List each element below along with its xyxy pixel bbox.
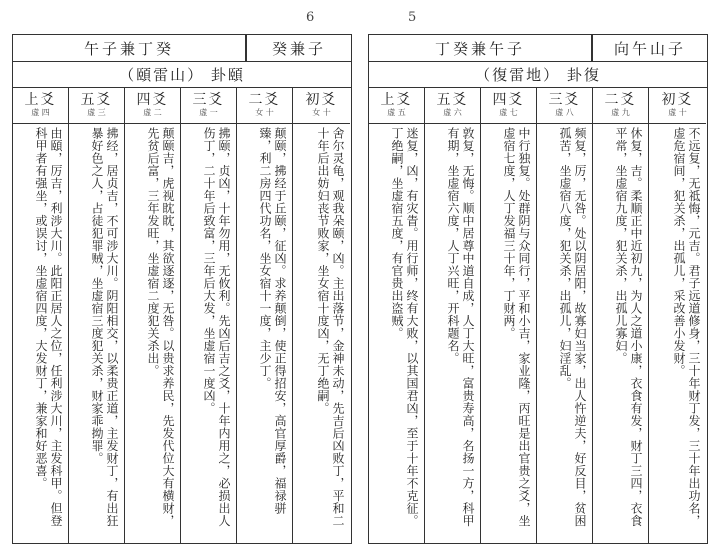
left-line-first (293, 87, 350, 543)
right-lines (369, 87, 707, 543)
left-header-row (13, 35, 351, 62)
left-line-three-head (181, 87, 236, 124)
right-line-three (537, 87, 593, 543)
left-hexagram-title: （頤雷山） 卦頤 (119, 65, 245, 84)
left-line-five-text: 拂经，居贞吉，不可涉大川。阴阳相交，以柔贵正道，主发财丁，有出狂暴好色之人，占徒犯罪贼，坐虚宿三度犯关杀，财家乖拗罪。 (90, 127, 119, 527)
right-header-left: 丁癸兼午子 (434, 39, 525, 58)
left-line-five-head (69, 87, 124, 124)
right-line-top-degree: 虚 五 (387, 108, 406, 117)
left-line-four (125, 87, 181, 543)
left-line-five (69, 87, 125, 543)
left-line-four-text: 颠颐吉，虎视眈眈，其欲逐逐，无咎。以贵求养民，先发代位大有横财，先贫后富，三年发旺，坐虚宿二度犯关杀出。 (146, 127, 175, 527)
left-line-top-text: 由頤，厉吉，利涉大川。此阳正居人之位，任利涉大川，主发科甲。但登科甲者有强坐，或误讨，坐虚宿四度，大发财丁，兼家和好恶喜。 (34, 127, 63, 527)
left-line-four-label: 四爻 (136, 92, 169, 108)
right-line-two-text: 休复，吉。柔顺正中近初九，为人之道小康，衣食有发，财丁三四，衣食平常，坐虚宿九度，犯关杀，出孤儿寡妇。 (614, 127, 643, 527)
right-line-five-head (425, 87, 480, 124)
left-line-first-head (293, 87, 350, 124)
left-line-top-degree: 虚 四 (31, 108, 50, 117)
right-hexagram-title: （復雷地） 卦復 (475, 65, 601, 84)
right-line-top-label: 上爻 (380, 92, 413, 108)
left-line-four-degree: 虚 二 (143, 108, 162, 117)
left-line-three-text: 拂颐，贞凶，十年勿用，无攸利。先凶后吉之爻，十年内用之，必损出人伤丁，二十年后致富，三年后大发，坐虚宿一度凶。 (202, 127, 231, 527)
right-page (368, 34, 708, 544)
right-header-row (369, 35, 707, 62)
left-line-three (181, 87, 237, 543)
right-line-four-degree: 虚 七 (499, 108, 518, 117)
left-line-three-label: 三爻 (192, 92, 225, 108)
right-line-three-label: 三爻 (548, 92, 581, 108)
right-line-five (425, 87, 481, 543)
right-line-first (649, 87, 706, 543)
right-line-first-degree: 虚 十 (668, 108, 687, 117)
left-header-left: 午子兼丁癸 (83, 39, 174, 58)
right-line-first-head (649, 87, 706, 124)
left-line-two-label: 二爻 (248, 92, 281, 108)
left-page (12, 34, 352, 544)
right-line-three-text: 频复，厉，无咎。处以阴居阳，故寡妇当家，出人忤逆夫，好反目，贫困孤苦，坐虚宿八度，犯关杀，出孤儿，妇淫乱。 (558, 127, 587, 527)
right-line-two-degree: 虚 九 (611, 108, 630, 117)
left-lines (13, 87, 351, 543)
right-line-four-head (481, 87, 536, 124)
left-line-five-degree: 虚 三 (87, 108, 106, 117)
left-line-top (13, 87, 69, 543)
left-line-two (237, 87, 293, 543)
left-line-top-head (13, 87, 68, 124)
left-line-three-degree: 虚 一 (199, 108, 218, 117)
left-line-two-degree: 女 十 (255, 108, 274, 117)
right-line-top-head (369, 87, 424, 124)
right-line-four-label: 四爻 (492, 92, 525, 108)
right-line-two-label: 二爻 (604, 92, 637, 108)
right-line-first-label: 初爻 (661, 92, 694, 108)
right-line-four-text: 中行独复。处群阴与众同行，平和小吉，家业隆，丙旺是出官贵之爻，坐虚宿七度，人丁发福三十年，丁财两。 (502, 127, 531, 527)
right-line-three-head (537, 87, 592, 124)
left-line-four-head (125, 87, 180, 124)
left-line-two-text: 颠颐，拂经于丘颐，征凶。求养颠倒，使正得招安，高官厚爵，福禄骈臻，利二房四代功名，坐女宿十一度，主少丁。 (258, 127, 287, 515)
right-line-three-degree: 虚 八 (555, 108, 574, 117)
left-line-first-text: 舍尔灵龟，观我朵颐，凶。主出落节，金神未动，先吉后凶败丁，平和二十年后出妨妇丧节败家，坐女宿十度凶，无丁绝嗣。 (316, 127, 345, 527)
right-page-number: 5 (408, 10, 417, 25)
right-line-four (481, 87, 537, 543)
left-page-number: 6 (306, 10, 315, 25)
right-line-first-text: 不远复，无祗悔，元吉。君子远道修身，三十年财丁发，三十年出功名，虚危宿间，犯关杀，出孤儿，采改善小发财。 (672, 127, 701, 527)
right-line-five-degree: 虚 六 (443, 108, 462, 117)
right-line-five-label: 五爻 (436, 92, 469, 108)
left-line-five-label: 五爻 (80, 92, 113, 108)
right-line-five-text: 敦复，无悔。顺中居尊中道自成，人丁大旺，富贵寿高，名扬一方，科甲有期，坐虚宿六度，人丁兴旺，开科题名。 (446, 127, 475, 527)
right-line-top-text: 迷复，凶，有灾眚。用行师，终有大败，以其国君凶，至于十年不克征。丁绝嗣，坐虚宿五度，有官贵出盗贼。 (390, 127, 419, 527)
right-line-two-head (593, 87, 648, 124)
left-line-two-head (237, 87, 292, 124)
right-hexagram-row (369, 61, 707, 88)
left-line-top-label: 上爻 (24, 92, 57, 108)
right-header-right: 向午山子 (613, 39, 686, 58)
left-hexagram-row (13, 61, 351, 88)
right-line-top (369, 87, 425, 543)
left-header-right: 癸兼子 (271, 39, 326, 58)
left-line-first-label: 初爻 (305, 92, 338, 108)
right-line-two (593, 87, 649, 543)
left-line-first-degree: 女 十 (312, 108, 331, 117)
